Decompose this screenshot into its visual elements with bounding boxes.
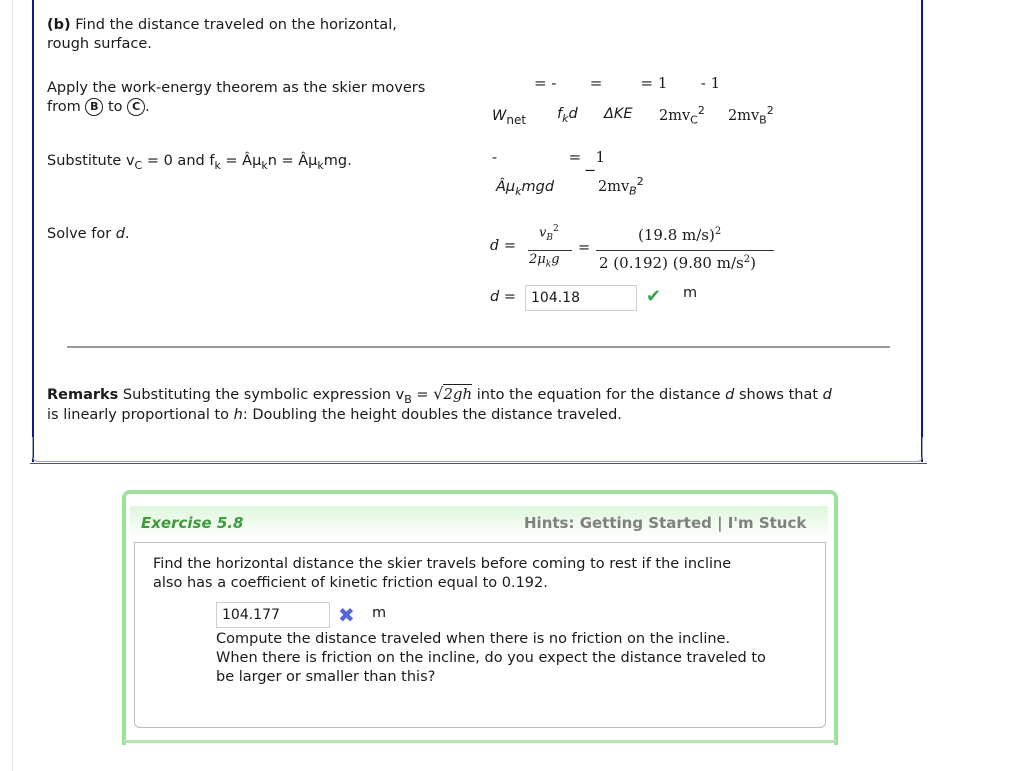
- step1-to: to: [103, 99, 128, 115]
- step3-den-symbolic: $2\mu_kg$: [529, 252, 560, 270]
- step1-text-line2: [47, 97, 150, 117]
- exercise-followup-line2: When there is friction on the incline, do you expect the distance traveled to: [216, 650, 766, 666]
- step1-text-line1: Apply the work-energy theorem as the skier movers: [47, 80, 426, 96]
- page-left-rule: [12, 0, 13, 771]
- part-b-heading: [47, 15, 397, 35]
- exercise-answer-unit: m: [372, 605, 387, 621]
- step1-eq-top: = - = = 1 - 1: [534, 74, 721, 92]
- step3-num-value: (19.8 m/s)$^2$: [638, 226, 722, 244]
- incorrect-cross-icon: ✖: [338, 603, 355, 627]
- step2-eq-right: $2mv_B^2$: [598, 175, 644, 198]
- exercise-title: Exercise 5.8: [141, 514, 244, 532]
- eq-wnet: $W_{net}$: [492, 108, 527, 127]
- exercise-followup-line1: Compute the distance traveled when there is no friction on the incline.: [216, 631, 731, 647]
- sqrt-expression: 2gh: [443, 385, 473, 403]
- part-b-heading-line2: rough surface.: [47, 36, 152, 52]
- exercise-question-line1: Find the horizontal distance the skier travels before coming to rest if the incline: [153, 556, 732, 572]
- point-c-marker: C: [127, 98, 145, 116]
- solution-panel-outer-edge: [30, 463, 927, 464]
- remarks-label: Remarks: [47, 387, 119, 403]
- correct-check-icon: ✔: [646, 286, 662, 307]
- step2-eq-top: - = 1: [492, 148, 606, 166]
- step1-end: .: [145, 99, 150, 115]
- part-b-label: (b): [47, 17, 71, 33]
- point-b-marker: B: [85, 98, 103, 116]
- step3-frac-bar-symbolic: [528, 250, 572, 251]
- step2-eq-minus: −: [584, 163, 597, 179]
- step3-frac-bar-values: [596, 250, 774, 251]
- step3-equals: =: [578, 240, 591, 256]
- exercise-answer-input[interactable]: 104.177: [216, 602, 330, 628]
- answer-d-label: d =: [490, 289, 516, 305]
- remarks-line1: Remarks Substituting the symbolic expression $v_B = √2gh$ into the equation for the distance d shows that d: [47, 384, 832, 406]
- step3-num-symbolic: $v_B^2$: [539, 224, 559, 243]
- step3-den-value: 2 (0.192) (9.80 $m/s^2$): [599, 254, 756, 272]
- exercise-followup-line3: be larger or smaller than this?: [216, 669, 436, 685]
- solution-panel-bottom: [32, 437, 923, 462]
- step3-text: Solve for d.: [47, 226, 130, 242]
- exercise-question-line2: also has a coefficient of kinetic friction equal to 0.192.: [153, 575, 548, 591]
- section-divider: [67, 346, 890, 348]
- exercise-bottom-edge: [124, 740, 836, 743]
- answer-d-input[interactable]: 104.18: [525, 285, 637, 311]
- eq-fkd: $f_kd$: [557, 106, 578, 125]
- work-energy-equation: [492, 108, 526, 127]
- eq-half-mvc2: $2mv_C^2$: [659, 104, 705, 127]
- step2-text: Substitute $v_C = 0$ and $f_k$ = Âµ$_k$n = Âµ$_k$mg.: [47, 153, 352, 172]
- step3-d-equals: d =: [490, 238, 517, 254]
- answer-d-unit: m: [683, 285, 698, 301]
- eq-delta-ke: ΔKE: [604, 106, 633, 122]
- step1-from: from: [47, 99, 86, 115]
- step2-eq-left: Âµ$_k$mgd: [496, 179, 555, 198]
- exercise-hints-links[interactable]: Hints: Getting Started | I'm Stuck: [524, 514, 807, 532]
- sqrt-sign: √: [433, 384, 444, 403]
- remarks-line2: is linearly proportional to h: Doubling the height doubles the distance traveled.: [47, 407, 622, 423]
- eq-half-mvb2: $2mv_B^2$: [728, 104, 774, 127]
- part-b-heading-text: Find the distance traveled on the horizontal,: [70, 17, 397, 33]
